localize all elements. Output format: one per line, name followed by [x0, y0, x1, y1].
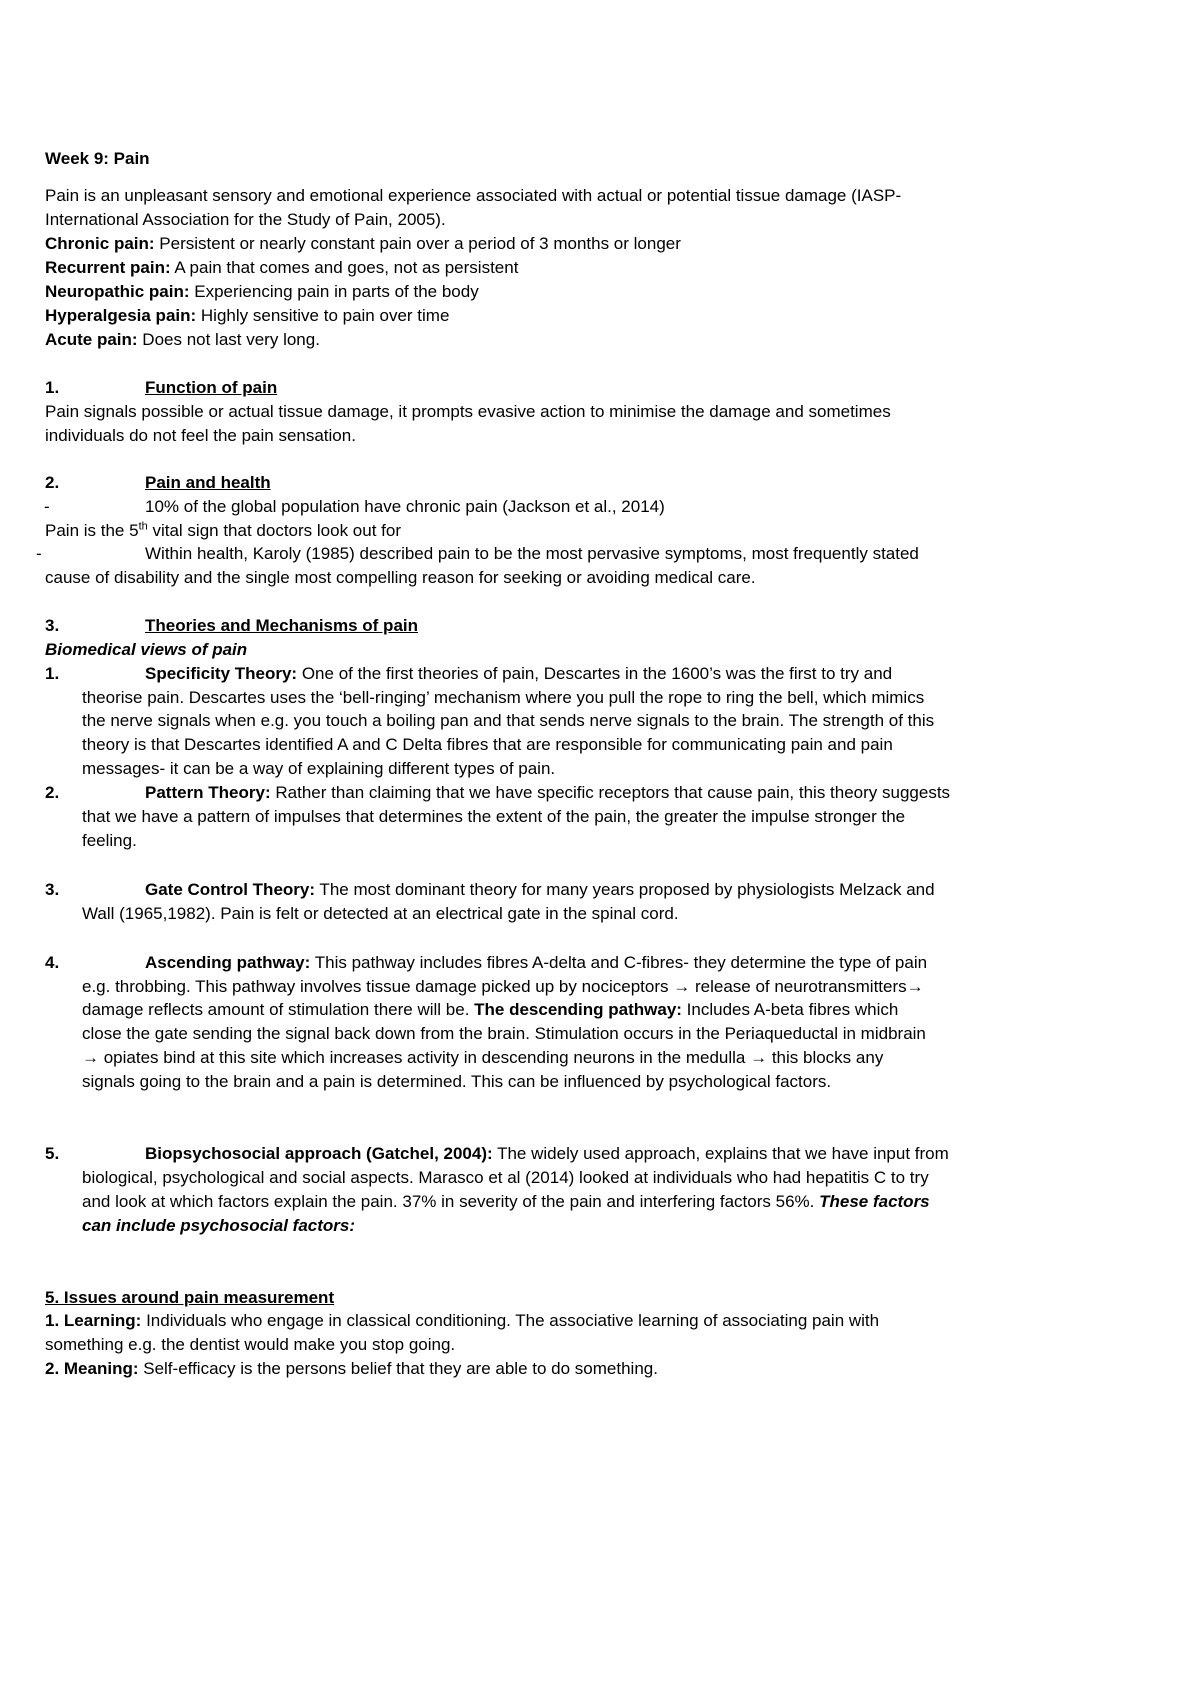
issue-term: 2. Meaning: — [45, 1359, 139, 1378]
section-3-number: 3. — [45, 616, 60, 635]
section-2-heading: Pain and health — [145, 473, 271, 492]
definition-hyperalgesia — [45, 303, 449, 329]
theory-4-line-1 — [145, 950, 927, 976]
definition-recurrent — [45, 255, 518, 281]
definition-term: Recurrent pain: — [45, 258, 171, 277]
definition-text: Experiencing pain in parts of the body — [189, 282, 479, 301]
theory-3-line-2: Wall (1965,1982). Pain is felt or detected at an electrical gate in the spinal cord. — [82, 904, 679, 923]
theory-1-number: 1. — [45, 664, 60, 683]
theory-5-line-2: biological, psychological and social aspects. Marasco et al (2014) looked at individuals who had hepatitis C to try — [82, 1168, 929, 1187]
theory-1-line-1 — [145, 661, 892, 687]
definition-text: Highly sensitive to pain over time — [196, 306, 450, 325]
theory-text: this blocks any — [767, 1048, 884, 1067]
vital-sign-text: Pain is the 5 — [45, 521, 139, 540]
theory-text: One of the first theories of pain, Descartes in the 1600’s was the first to try and — [297, 664, 893, 683]
bullet-chronic-prevalence: 10% of the global population have chronic pain (Jackson et al., 2014) — [145, 497, 665, 516]
definition-term: Chronic pain: — [45, 234, 155, 253]
theory-1-line-4: theory is that Descartes identified A and C Delta fibres that are responsible for communicating pain and pain — [82, 735, 893, 754]
theory-5-line-3 — [82, 1189, 930, 1215]
section-1-heading: Function of pain — [145, 378, 278, 397]
arrow-icon: → — [906, 977, 924, 996]
section-1-number: 1. — [45, 378, 60, 397]
theory-term: Gate Control Theory: — [145, 880, 316, 899]
intro-line-1: Pain is an unpleasant sensory and emotional experience associated with actual or potential tissue damage (IASP- — [45, 186, 902, 205]
section-2-number: 2. — [45, 473, 60, 492]
issue-text: Individuals who engage in classical conditioning. The associative learning of associating pain with — [141, 1311, 880, 1330]
theory-4-line-6: signals going to the brain and a pain is determined. This can be influenced by psychological factors. — [82, 1072, 832, 1091]
theory-2-line-1 — [145, 780, 950, 806]
theory-text: and look at which factors explain the pain. 37% in severity of the pain and interfering factors 56%. — [82, 1192, 820, 1211]
page-title: Week 9: Pain — [45, 149, 150, 168]
theory-text: Includes A-beta fibres which — [681, 1000, 899, 1019]
bullet-dash: - — [44, 497, 50, 516]
theory-4-line-5 — [82, 1045, 883, 1071]
theory-text: The widely used approach, explains that we have input from — [492, 1144, 949, 1163]
issue-meaning-line-1 — [45, 1356, 658, 1382]
definition-acute — [45, 327, 320, 353]
issue-text: Self-efficacy is the persons belief that they are able to do something. — [138, 1359, 658, 1378]
theory-2-line-2: that we have a pattern of impulses that determines the extent of the pain, the greater the impulse stronger the — [82, 807, 906, 826]
theory-emphasis: These factors — [819, 1192, 930, 1211]
definition-text: Persistent or nearly constant pain over a period of 3 months or longer — [154, 234, 681, 253]
section-5-heading: 5. Issues around pain measurement — [45, 1288, 335, 1307]
theory-term: Pattern Theory: — [145, 783, 271, 802]
theory-4-line-4: close the gate sending the signal back down from the brain. Stimulation occurs in the Periaqueductal in midbrain — [82, 1024, 926, 1043]
definition-term: Neuropathic pain: — [45, 282, 190, 301]
section-3-subheading: Biomedical views of pain — [45, 640, 248, 659]
theory-term: Specificity Theory: — [145, 664, 298, 683]
theory-text: Rather than claiming that we have specific receptors that cause pain, this theory suggests — [270, 783, 951, 802]
vital-sign-text: vital sign that doctors look out for — [147, 521, 401, 540]
theory-5-line-1 — [145, 1141, 949, 1167]
theory-3-line-1 — [145, 877, 935, 903]
bullet-dash: - — [36, 544, 42, 563]
theory-text: This pathway includes fibres A-delta and C-fibres- they determine the type of pain — [310, 953, 928, 972]
theory-text: e.g. throbbing. This pathway involves tissue damage picked up by nociceptors — [82, 977, 674, 996]
section-1-line-2: individuals do not feel the pain sensation. — [45, 426, 356, 445]
section-3-heading: Theories and Mechanisms of pain — [145, 616, 419, 635]
theory-4-line-3 — [82, 997, 898, 1023]
theory-3-number: 3. — [45, 880, 60, 899]
intro-line-2: International Association for the Study of Pain, 2005). — [45, 210, 446, 229]
theory-term: The descending pathway: — [474, 1000, 682, 1019]
section-1-line-1: Pain signals possible or actual tissue damage, it prompts evasive action to minimise the damage and sometimes — [45, 402, 891, 421]
arrow-icon: → — [82, 1048, 99, 1067]
definition-term: Acute pain: — [45, 330, 138, 349]
bullet-karoly-line-2: cause of disability and the single most compelling reason for seeking or avoiding medical care. — [45, 568, 756, 587]
theory-text: damage reflects amount of stimulation there will be. — [82, 1000, 475, 1019]
issue-learning-line-1 — [45, 1308, 879, 1334]
definition-neuropathic — [45, 279, 479, 305]
theory-5-line-4: can include psychosocial factors: — [82, 1216, 356, 1235]
theory-5-number: 5. — [45, 1144, 60, 1163]
theory-term: Ascending pathway: — [145, 953, 311, 972]
superscript: th — [138, 520, 148, 533]
definition-text: A pain that comes and goes, not as persistent — [170, 258, 519, 277]
theory-text: The most dominant theory for many years proposed by physiologists Melzack and — [315, 880, 935, 899]
issue-term: 1. Learning: — [45, 1311, 142, 1330]
bullet-karoly-line-1: Within health, Karoly (1985) described pain to be the most pervasive symptoms, most frequently stated — [145, 544, 919, 563]
theory-2-number: 2. — [45, 783, 60, 802]
theory-1-line-3: the nerve signals when e.g. you touch a boiling pan and that sends nerve signals to the brain. The strength of this — [82, 711, 935, 730]
theory-term: Biopsychosocial approach (Gatchel, 2004): — [145, 1144, 493, 1163]
definition-term: Hyperalgesia pain: — [45, 306, 197, 325]
arrow-icon: → — [750, 1048, 768, 1067]
theory-1-line-2: theorise pain. Descartes uses the ‘bell-ringing’ mechanism where you pull the rope to ring the bell, which mimics — [82, 688, 925, 707]
definition-text: Does not last very long. — [137, 330, 320, 349]
theory-text: opiates bind at this site which increases activity in descending neurons in the medulla — [99, 1048, 751, 1067]
theory-2-line-3: feeling. — [82, 831, 137, 850]
theory-1-line-5: messages- it can be a way of explaining different types of pain. — [82, 759, 556, 778]
theory-text: release of neurotransmitters — [690, 977, 907, 996]
theory-4-number: 4. — [45, 953, 60, 972]
definition-chronic — [45, 231, 681, 257]
issue-learning-line-2: something e.g. the dentist would make you stop going. — [45, 1335, 456, 1354]
arrow-icon: → — [673, 977, 691, 996]
